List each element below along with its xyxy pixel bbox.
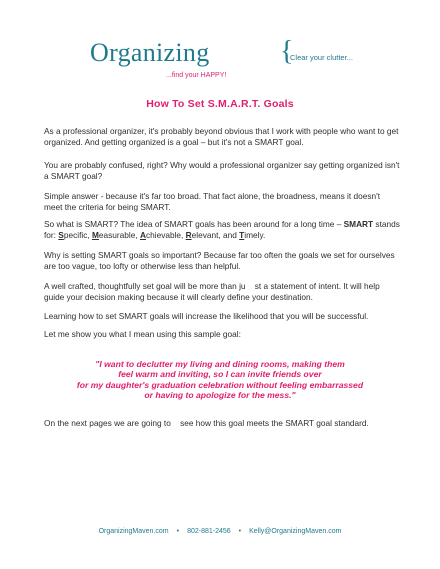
p4-lead: So what is SMART? The idea of SMART goals has been around for a long time –: [44, 219, 344, 229]
brace-decoration: {: [280, 36, 294, 67]
quote-line-2: feel warm and inviting, so I can invite friends over: [118, 369, 322, 380]
subtag-prefix: ...find your: [166, 72, 201, 79]
footer-separator: •: [176, 528, 180, 535]
p4-smart: SMART: [343, 219, 374, 229]
footer-website-link[interactable]: OrganizingMaven.com: [98, 528, 169, 535]
p4-t-rest: imely.: [244, 229, 266, 240]
paragraph-well-crafted: A well crafted, thoughtfully set goal will be more than ju st a statement of intent. It will help guide your decision making because it will clearly define your destination.: [44, 281, 383, 302]
paragraph-smart-definition: [44, 219, 400, 240]
footer-separator: •: [238, 528, 242, 535]
p4-s-rest: pecific,: [63, 229, 92, 240]
footer-phone: 802-881-2456: [187, 528, 231, 535]
paragraph-confused: You are probably confused, right? Why would a professional organizer say getting organized isn't a SMART goal?: [44, 160, 400, 181]
p4-stands: stands for:: [44, 219, 400, 240]
sample-goal-quote: [40, 359, 400, 401]
quote-line-1: "I want to declutter my living and dining rooms, making them: [95, 359, 345, 369]
p4-r-letter: R: [185, 229, 192, 240]
subtag-suffix: !: [224, 72, 227, 79]
paragraph-next-pages: On the next pages we are going to see how this goal meets the SMART goal standard.: [44, 418, 369, 428]
p4-m-rest: easurable,: [98, 229, 140, 240]
p4-a-letter: A: [139, 229, 146, 240]
quote-line-4: or having to apologize for the mess.": [144, 390, 296, 401]
paragraph-simple-answer: Simple answer - because it's far too broad. That fact alone, the broadness, means it doesn't meet the criteria for being SMART.: [44, 191, 380, 212]
footer-contact: [0, 528, 440, 535]
page-title: How To Set S.M.A.R.T. Goals: [146, 98, 294, 110]
brand-logo-text: Organizing: [90, 38, 210, 67]
subtagline: [166, 72, 226, 79]
footer-email-link[interactable]: Kelly@OrganizingMaven.com: [249, 528, 342, 535]
subtag-emphasis: HAPPY: [200, 72, 225, 79]
quote-line-3: for my daughter's graduation celebration without feeling embarrassed: [76, 379, 364, 390]
p4-a-rest: chievable,: [145, 229, 186, 240]
p4-r-rest: elevant, and: [191, 229, 240, 240]
paragraph-learning: Learning how to set SMART goals will increase the likelihood that you will be successful.: [44, 311, 369, 321]
p4-m-letter: M: [91, 229, 99, 240]
p4-t-letter: T: [239, 229, 245, 240]
paragraph-intro: As a professional organizer, it's probably beyond obvious that I work with people who want to get organized. And getting organized is a goal – but it's not a SMART goal.: [44, 126, 399, 147]
paragraph-sample-intro: Let me show you what I mean using this sample goal:: [44, 329, 241, 339]
tagline: Clear your clutter...: [290, 53, 353, 62]
paragraph-importance: Why is setting SMART goals so important? Because far too often the goals we set for ourselves are too vague, too lofty or otherwise less than helpful.: [44, 250, 395, 271]
p4-s-letter: S: [58, 229, 64, 240]
